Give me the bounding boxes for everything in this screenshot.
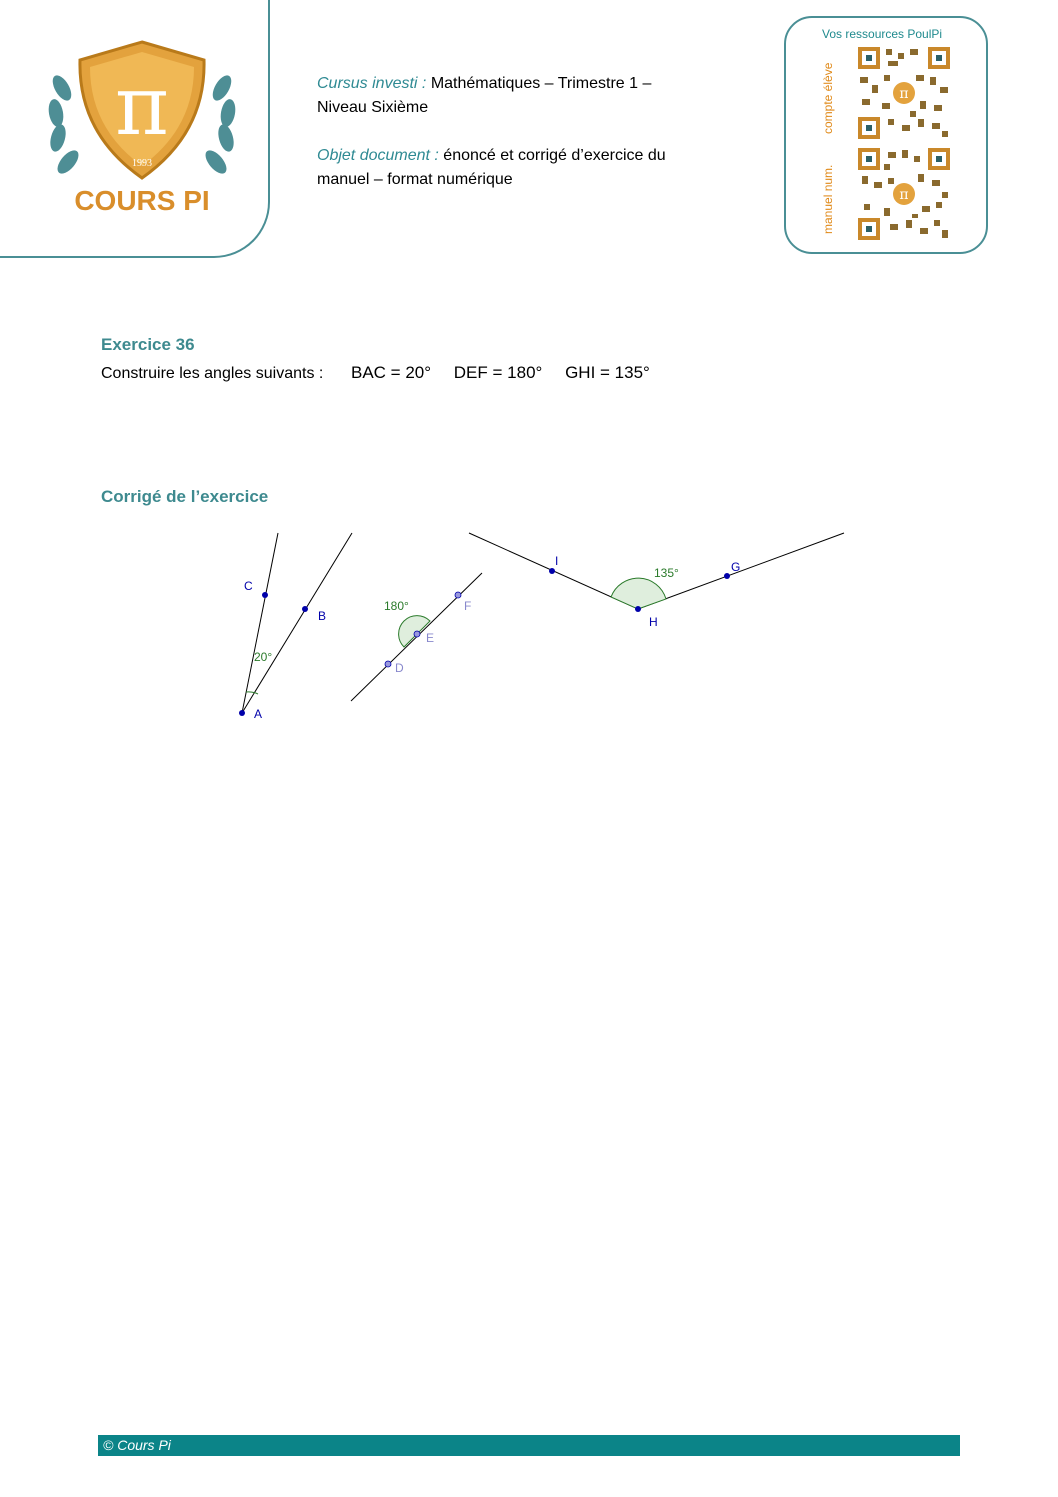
point-label-c: C [244,579,253,593]
angle-def: DEF = 180° [453,363,543,382]
point-label-h: H [649,615,658,629]
footer-bar [98,1435,960,1456]
objet-value-2: manuel – format numérique [317,171,513,188]
point-label-i: I [555,554,559,568]
point-label-b: B [318,609,327,623]
angle-label-20: 20° [254,650,273,664]
cursus-value-1: Mathématiques – Trimestre 1 – [430,75,652,92]
angle-def-figure [351,573,482,701]
exercise-title: Exercice 36 [101,335,195,354]
angle-label-180: 180° [384,599,409,613]
logo-year: 1993 [132,158,152,169]
point-label-f: F [464,599,472,613]
angle-bac-figure [239,533,352,721]
angle-ghi: GHI = 135° [565,363,650,382]
correction-title: Corrigé de l’exercice [101,487,269,506]
label-compte-eleve: compte élève [821,62,835,134]
angle-ghi-figure [469,533,844,629]
resources-title: Vos ressources PoulPi [822,27,943,41]
objet-label: Objet document : [317,147,439,164]
objet-value-1: énoncé et corrigé d’exercice du [443,147,666,164]
logo-pi: π [115,59,169,154]
exercise-text: Construire les angles suivants : [101,365,324,382]
angle-bac: BAC = 20° [351,363,432,382]
point-label-a: A [254,707,263,721]
svg-text:π: π [899,187,909,203]
label-manuel-num: manuel num. [821,164,835,234]
point-label-e: E [426,631,435,645]
point-label-d: D [395,661,404,675]
footer-copyright: © Cours Pi [103,1437,171,1453]
cursus-value-2: Niveau Sixième [317,99,429,116]
cursus-label: Cursus investi : [317,75,427,92]
point-label-g: G [731,560,741,574]
svg-text:π: π [899,86,909,102]
angle-label-135: 135° [654,566,679,580]
logo-name: COURS PI [74,185,210,216]
